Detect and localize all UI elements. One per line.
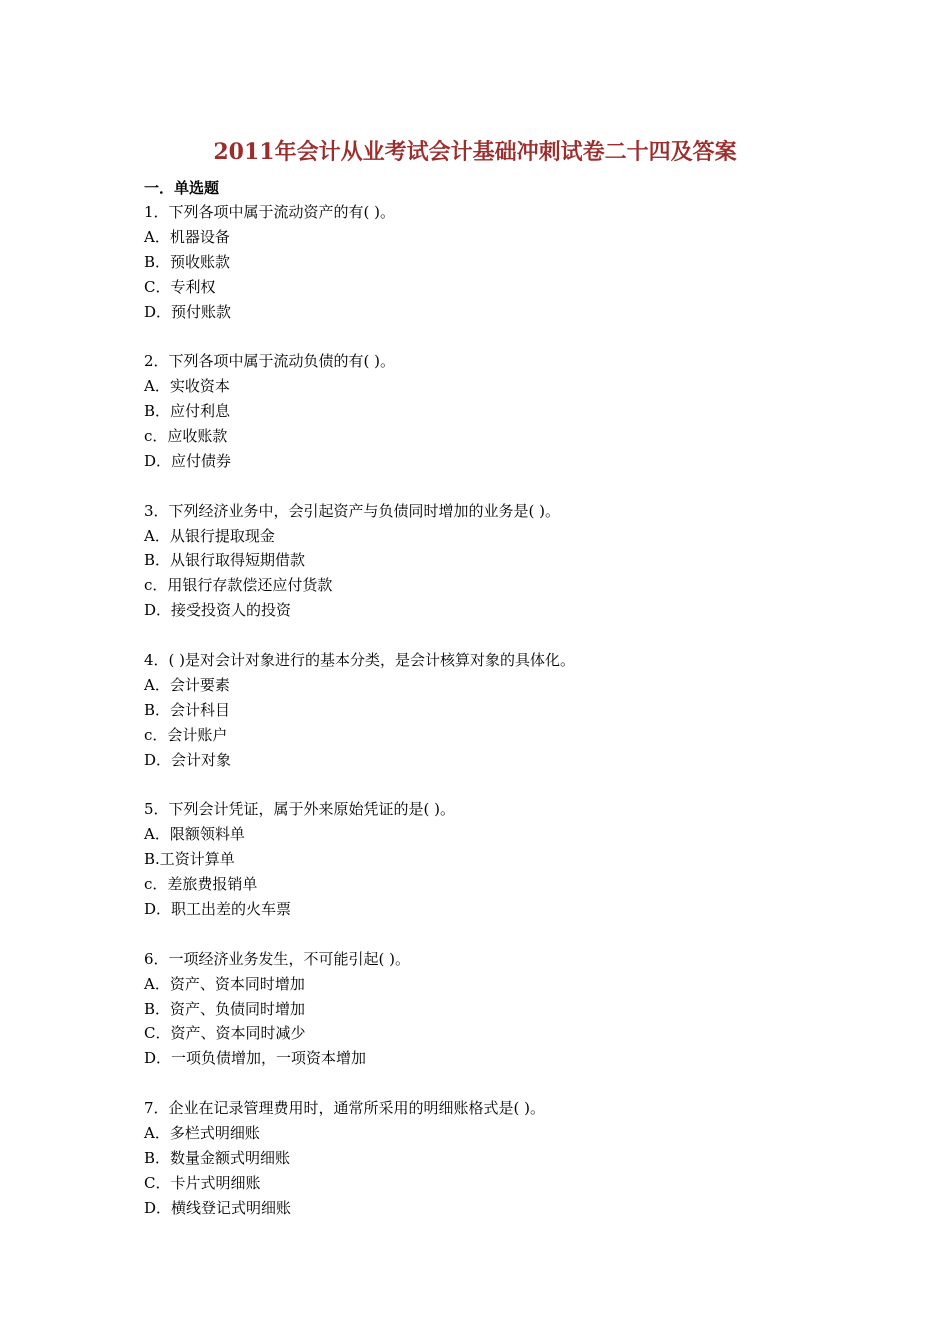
option-d: D．一项负债增加，一项资本增加: [144, 1049, 367, 1068]
option-b: B．从银行取得短期借款: [144, 551, 306, 570]
question-stem: 1．下列各项中属于流动资产的有( )。: [144, 203, 396, 221]
option-a: A．会计要素: [144, 675, 230, 694]
option-b: B．预收账款: [144, 252, 231, 271]
option-b: B．资产、负债同时增加: [144, 999, 306, 1018]
question-1: [144, 200, 844, 324]
question-stem: 7．企业在记录管理费用时，通常所采用的明细账格式是( )。: [144, 1099, 546, 1118]
option-c: c．应收账款: [144, 427, 228, 446]
option-b: B．应付利息: [144, 402, 231, 421]
question-5: [144, 797, 844, 921]
option-b: B．会计科目: [144, 700, 231, 719]
question-stem: 2．下列各项中属于流动负债的有( )。: [144, 352, 396, 371]
question-stem: 5．下列会计凭证，属于外来原始凭证的是( )。: [144, 800, 456, 819]
question-stem: 4．( )是对会计对象进行的基本分类，是会计核算对象的具体化。: [144, 651, 576, 670]
page-title: 2011年会计从业考试会计基础冲刺试卷二十四及答案: [213, 139, 737, 165]
option-a: A．实收资本: [144, 377, 230, 396]
option-c: C．专利权: [144, 277, 216, 296]
question-stem: 6．一项经济业务发生，不可能引起( )。: [144, 949, 411, 968]
question-6: [144, 947, 844, 1071]
option-d: D．接受投资人的投资: [144, 601, 292, 620]
document-body: [144, 176, 844, 1245]
option-a: A．资产、资本同时增加: [144, 974, 305, 993]
question-2: [144, 349, 844, 473]
option-c: C．卡片式明细账: [144, 1173, 261, 1192]
option-a: A．机器设备: [144, 227, 230, 246]
option-a: A．限额领料单: [144, 825, 245, 844]
question-7: [144, 1096, 844, 1220]
option-d: D．应付债券: [144, 451, 232, 470]
option-c: c．差旅费报销单: [144, 875, 258, 894]
option-a: A．多栏式明细账: [144, 1123, 260, 1142]
question-stem: 3．下列经济业务中，会引起资产与负债同时增加的业务是( )。: [144, 501, 561, 520]
option-d: D．横线登记式明细账: [144, 1198, 292, 1217]
option-b: B．数量金额式明细账: [144, 1148, 291, 1167]
question-3: [144, 499, 844, 623]
option-a: A．从银行提取现金: [144, 526, 275, 545]
option-b: B.工资计算单: [144, 850, 235, 869]
question-4: [144, 648, 844, 772]
option-c: c．用银行存款偿还应付货款: [144, 576, 333, 595]
option-c: c．会计账户: [144, 725, 228, 744]
option-d: D．会计对象: [144, 750, 232, 769]
section-heading: 一．单选题: [144, 179, 220, 197]
option-c: C．资产、资本同时减少: [144, 1024, 306, 1043]
option-d: D．职工出差的火车票: [144, 899, 292, 918]
option-d: D．预付账款: [144, 302, 232, 321]
